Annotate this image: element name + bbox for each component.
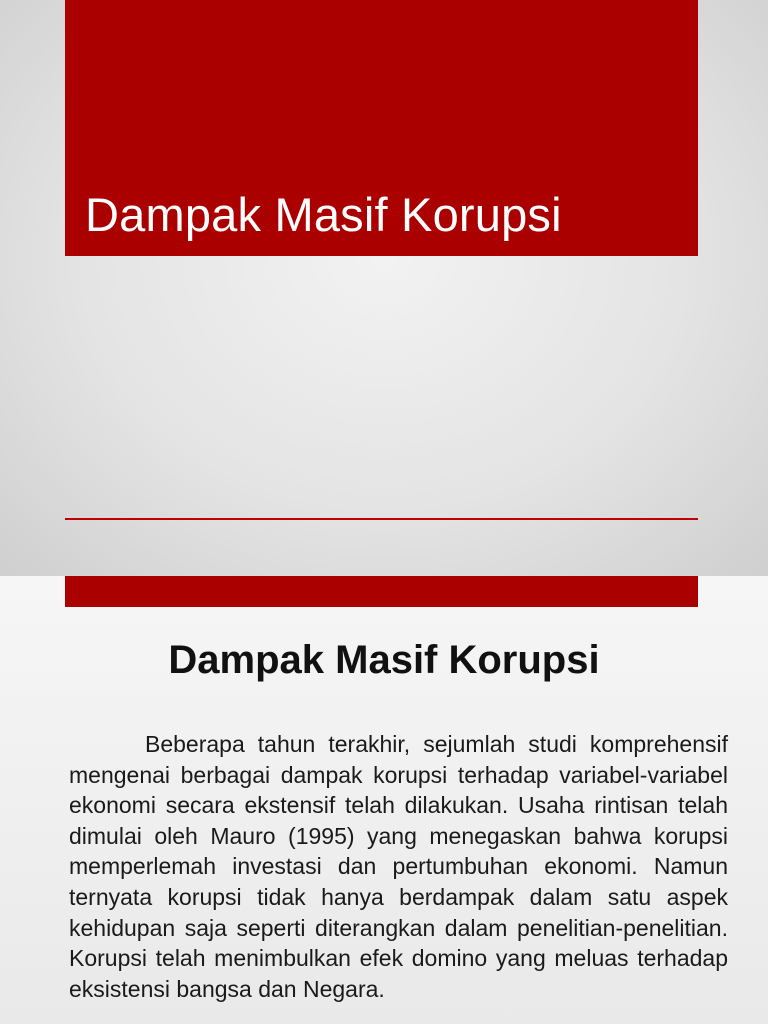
top-accent-band [65, 576, 698, 607]
slide-2 [0, 576, 768, 1024]
body-paragraph: Beberapa tahun terakhir, sejumlah studi komprehensif mengenai berbagai dampak korupsi terhadap variabel-variabel ekonomi secara ekstensif telah dilakukan. Usaha rintisan telah dimulai oleh Mauro (1995) yang menegaskan bahwa korupsi memperlemah investasi dan pertumbuhan ekonomi. Namun ternyata korupsi tidak hanya berdampak dalam satu aspek kehidupan saja seperti diterangkan dalam penelitian-penelitian. Korupsi telah menimbulkan efek domino yang meluas terhadap eksistensi bangsa dan Negara. [69, 731, 728, 1002]
title-band [65, 0, 698, 256]
slide-heading: Dampak Masif Korupsi [168, 638, 600, 682]
slide-title: Dampak Masif Korupsi [85, 188, 562, 241]
divider-line [65, 518, 698, 520]
